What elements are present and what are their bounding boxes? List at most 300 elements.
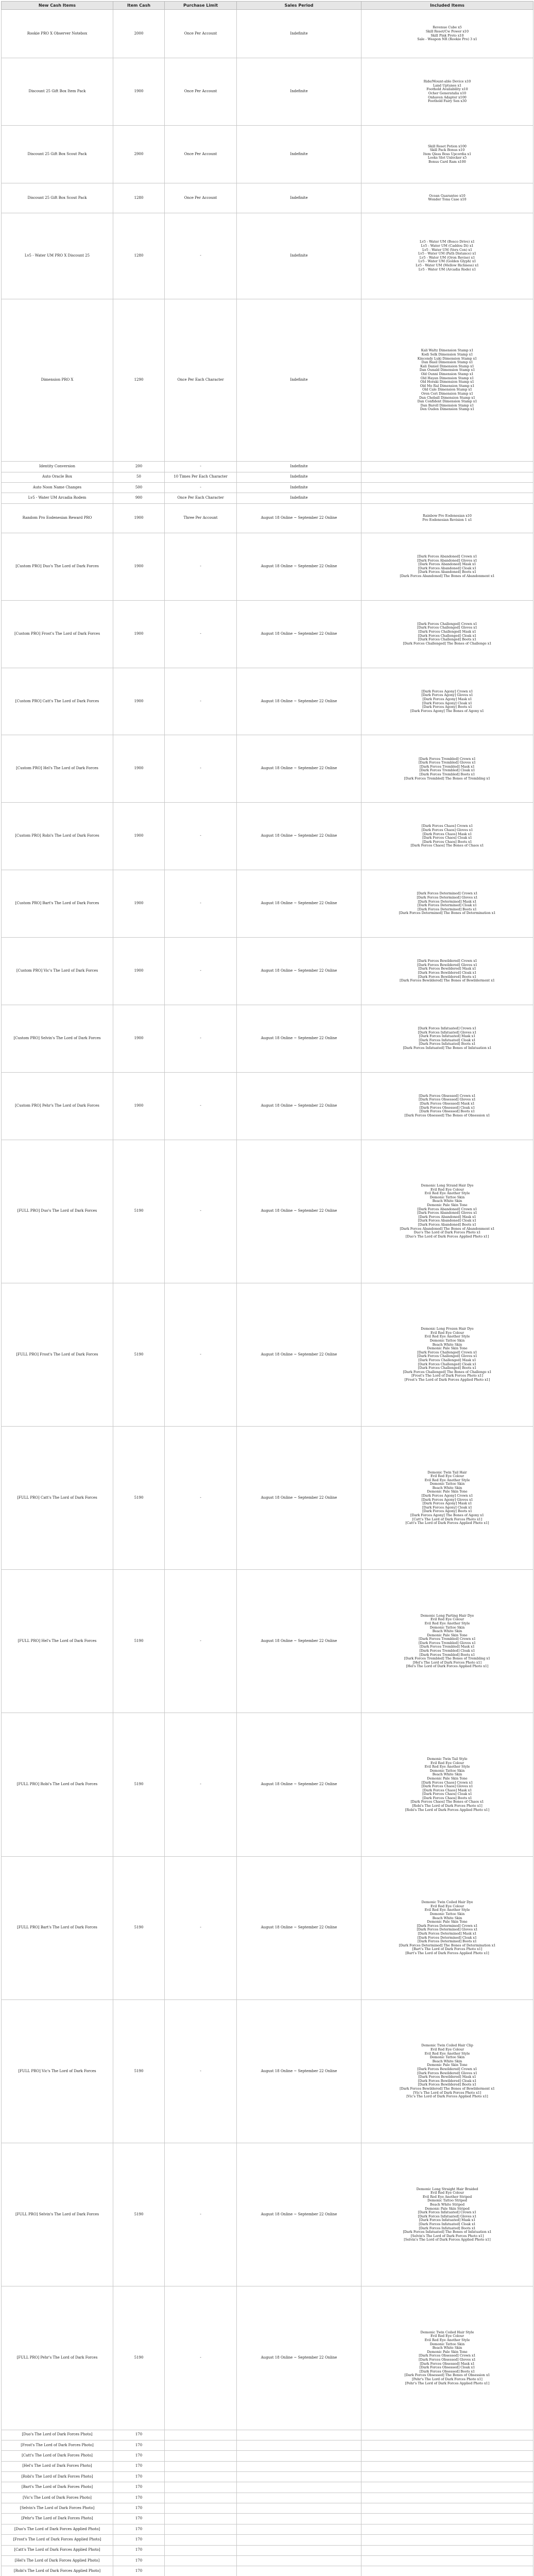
table-row (2, 462, 533, 472)
included-item: Old Horaki Dimension Stamp x1 (420, 380, 474, 384)
item-name-cell: [Pehr's The Lord of Dark Forces Photo] (2, 2514, 113, 2524)
included-item: Evil Red Eye Another Style (424, 1334, 470, 1339)
included-item: Kodi Selk Dimension Stamp x1 (421, 352, 473, 357)
table-row (2, 503, 533, 533)
item-cash-cell: 170 (113, 2514, 165, 2524)
cash-items-table (1, 1, 533, 2576)
sales-period-cell: Indefinite (237, 58, 361, 126)
included-item: [Dark Forces Infatuated] Crown x1 (418, 2210, 477, 2215)
sales-period-cell: August 18 Online ~ September 22 Online (237, 1005, 361, 1072)
included-item: [Dark Forces Determined] Crown x1 (417, 1923, 478, 1928)
item-cash-cell: 2900 (113, 125, 165, 183)
table-row (2, 2514, 533, 2524)
included-item: Skill Pack Bonus x10 (429, 148, 465, 152)
included-item: Ocean Guarantee x10 (429, 193, 466, 198)
included-item: Evil Red Eye Colour (430, 1904, 464, 1908)
item-cash-cell: 170 (113, 2430, 165, 2440)
item-cash-cell: 5190 (113, 1427, 165, 1570)
item-cash-cell: 1900 (113, 1005, 165, 1072)
included-item: [Catt's The Lord of Dark Forces Photo x1] (412, 1517, 483, 1521)
included-item: [Dark Forces Challenged] Gloves x1 (417, 1354, 477, 1359)
included-item: [Dark Forces Abandoned] Boots x1 (418, 1223, 477, 1227)
item-name-cell: Discount 25 Gift Box Scout Pack (2, 125, 113, 183)
item-cash-cell: 1280 (113, 213, 165, 299)
included-item: [Dark Forces Obsessed] Cloak x1 (419, 1105, 475, 1110)
table-row (2, 803, 533, 870)
item-cash-cell: 5190 (113, 1140, 165, 1283)
included-item: Demonic Long Frozen Hair Dye (421, 1327, 474, 1331)
included-item: Demonic Tattoo Skin (429, 1911, 465, 1916)
included-item: [Dark Forces Trembled] Crown x1 (419, 1637, 476, 1641)
purchase-limit-cell: - (165, 1283, 237, 1426)
included-item: Demonic Long Strand Hair Dye (421, 1183, 474, 1188)
included-item: [Dark Forces Challenged] Boots x1 (418, 637, 477, 642)
purchase-limit-cell (165, 2461, 237, 2471)
included-item: Demonic Twin Tail Style (427, 1756, 468, 1761)
included-item: Skill Pink Proto x10 (430, 33, 464, 38)
included-item: [Dark Forces Agony] Gloves x1 (421, 1497, 473, 1502)
included-item: Lv5 - Water UM (Arcadia Rode) x1 (418, 267, 476, 272)
sales-period-cell (237, 2482, 361, 2493)
table-row (2, 2493, 533, 2503)
table-row (2, 472, 533, 482)
item-name-cell: [Vic's The Lord of Dark Forces Photo] (2, 2493, 113, 2503)
item-name-cell: [FULL PRO] Catt's The Lord of Dark Forces (2, 1427, 113, 1570)
sales-period-cell: August 18 Online ~ September 22 Online (237, 1427, 361, 1570)
included-item: [Dark Forces Determined] Gloves x1 (417, 895, 478, 900)
included-items-cell (361, 2524, 533, 2534)
table-row (2, 2524, 533, 2534)
included-items-cell (361, 213, 533, 299)
purchase-limit-cell: - (165, 482, 237, 493)
item-name-cell: [Duo's The Lord of Dark Forces Applied Photo] (2, 2524, 113, 2534)
table-row (2, 183, 533, 213)
table-row (2, 938, 533, 1005)
sales-period-cell: August 18 Online ~ September 22 Online (237, 533, 361, 600)
included-item: [Dark Forces Trembled] Gloves x1 (418, 1640, 476, 1645)
included-item: [Dark Forces Bewildered] Cloak x1 (418, 2078, 477, 2083)
table-row (2, 600, 533, 668)
included-items-cell (361, 462, 533, 472)
table-row (2, 2440, 533, 2450)
included-item: Evil Red Eye Another Style (424, 2338, 470, 2342)
included-item: [Vic's The Lord of Dark Forces Photo x1] (413, 2090, 481, 2095)
included-item: [Dark Forces Challenged] Crown x1 (417, 1350, 477, 1354)
table-row (2, 2555, 533, 2566)
included-item: [Dark Forces Determined] Boots x1 (418, 1939, 477, 1944)
purchase-limit-cell: - (165, 462, 237, 472)
included-item: Land Uptunes x1 (433, 83, 462, 88)
table-row (2, 2430, 533, 2440)
included-item: [Dark Forces Infatuated] Boots x1 (419, 2226, 476, 2230)
included-item: [Dark Forces Abandoned] Cloak x1 (418, 566, 477, 570)
sales-period-cell: August 18 Online ~ September 22 Online (237, 735, 361, 803)
included-item: Demonic Twin Coiled Hair Dye (421, 1900, 473, 1905)
sales-period-cell: August 18 Online ~ September 22 Online (237, 503, 361, 533)
included-item: Demonic Tattoo Skin (429, 1195, 465, 1199)
included-items-cell (361, 58, 533, 126)
purchase-limit-cell (165, 2493, 237, 2503)
included-item: Evil Red Eye Another Style (424, 1621, 470, 1625)
included-item: [Dark Forces Abandoned] The Bones of Abandonment x1 (400, 1226, 495, 1231)
item-name-cell: [Catt's The Lord of Dark Forces Photo] (2, 2451, 113, 2461)
included-item: Evil Red Eye Another Striped (422, 2194, 472, 2199)
table-row (2, 735, 533, 803)
item-name-cell: [FULL PRO] Vic's The Lord of Dark Forces (2, 1999, 113, 2143)
item-name-cell: [Custom PRO] Duo's The Lord of Dark Forces (2, 533, 113, 600)
item-cash-cell: 5190 (113, 1283, 165, 1426)
table-row (2, 1713, 533, 1856)
table-row (2, 58, 533, 126)
included-item: [Dark Forces Trembled] Mask x1 (420, 1645, 475, 1649)
included-item: Dan Baroll Dimension Stamp x1 (420, 403, 474, 408)
included-item: Evil Red Eye Colour (430, 1474, 464, 1479)
included-item: Evil Red Eye Colour (430, 2191, 464, 2195)
included-item: [Dark Forces Infatuated] The Bones of Infatuation x1 (403, 1046, 492, 1050)
included-item: [Pehr's The Lord of Dark Forces Applied Photo x1] (405, 2381, 490, 2385)
included-item: [Dark Forces Challenged] The Bones of Challenge x1 (403, 1369, 492, 1374)
included-item: [Dark Forces Chaos] Mask x1 (422, 832, 472, 836)
purchase-limit-cell (165, 2535, 237, 2545)
included-item: Lv5 - Water UM (Mellow Richness) x1 (416, 263, 479, 268)
included-item: [Dark Forces Trembled] Gloves x1 (418, 760, 476, 765)
item-cash-cell: 170 (113, 2440, 165, 2450)
item-cash-cell: 1900 (113, 803, 165, 870)
included-item: Demonic Long Straight Hair Braided (416, 2187, 478, 2191)
item-cash-cell: 1900 (113, 668, 165, 735)
included-items-cell (361, 503, 533, 533)
included-items-cell (361, 938, 533, 1005)
item-cash-cell: 5190 (113, 1713, 165, 1856)
item-name-cell: [Custom PRO] Pehr's The Lord of Dark Forces (2, 1072, 113, 1140)
sales-period-cell: Indefinite (237, 493, 361, 503)
included-item: [Dark Forces Challenged] Boots x1 (418, 1366, 477, 1370)
table-row (2, 2566, 533, 2576)
item-cash-cell: 170 (113, 2493, 165, 2503)
included-item: Dan Confident Dimension Stamp x1 (417, 399, 477, 404)
purchase-limit-cell: - (165, 1999, 237, 2143)
included-item: Beach White Skin (432, 2059, 462, 2063)
included-item: [Dark Forces Agony] Cloak x1 (422, 701, 472, 705)
included-item: [Dark Forces Abandoned] Boots x1 (418, 570, 477, 574)
item-name-cell: [FULL PRO] Duo's The Lord of Dark Forces (2, 1140, 113, 1283)
item-cash-cell: 1290 (113, 299, 165, 462)
item-cash-cell: 5190 (113, 1856, 165, 1999)
included-item: [Dark Forces Infatuated] Crown x1 (418, 1026, 477, 1031)
included-item: [Dark Forces Abandoned] Crown x1 (417, 1207, 477, 1211)
included-item: Duo's The Lord of Dark Forces Photo x1 (414, 1230, 481, 1235)
header-included-items: Included Items (361, 2, 533, 10)
item-cash-cell: 1900 (113, 600, 165, 668)
included-item: [Dark Forces Chaos] Gloves x1 (421, 1784, 473, 1789)
included-item: [Dark Forces Abandoned] Mask x1 (418, 1214, 476, 1219)
included-items-cell (361, 10, 533, 58)
included-items-cell (361, 183, 533, 213)
included-item: [Dark Forces Infatuated] Cloak x1 (419, 2222, 476, 2226)
purchase-limit-cell: Three Per Account (165, 503, 237, 533)
included-item: Lv5 - Water UM (Vers Con) x1 (422, 247, 473, 252)
item-name-cell: Dimension PRO X (2, 299, 113, 462)
included-item: [Selvin's The Lord of Dark Forces Applied Photo x1] (404, 2238, 491, 2242)
sales-period-cell: Indefinite (237, 462, 361, 472)
included-items-cell (361, 299, 533, 462)
included-item: [Dark Forces Obsessed] Gloves x1 (419, 2357, 476, 2362)
included-item: Lv5 - Water UM (Golden Glyph) x1 (418, 259, 476, 264)
included-item: [Dark Forces Obsessed] Mask x1 (420, 2361, 475, 2366)
included-items-cell (361, 1999, 533, 2143)
included-item: Sale - Weapon NR (Rookie Pro) 3 x1 (417, 37, 477, 42)
item-name-cell: [Robi's The Lord of Dark Forces Photo] (2, 2472, 113, 2482)
table-row (2, 125, 533, 183)
purchase-limit-cell: - (165, 1570, 237, 1713)
included-item: [Dark Forces Bewildered] Boots x1 (418, 2082, 477, 2087)
included-item: [Dark Forces Bewildered] Crown x1 (417, 959, 477, 963)
included-items-cell (361, 2535, 533, 2545)
included-item: Old Ounni Dimension Stamp x1 (421, 372, 474, 377)
included-item: [Dark Forces Determined] Mask x1 (418, 1931, 477, 1936)
included-item: Demonic Pale Skin Tone (427, 2063, 468, 2067)
item-cash-cell: 5190 (113, 1999, 165, 2143)
included-item: Revenue Cube x5 (433, 25, 462, 30)
purchase-limit-cell (165, 2524, 237, 2534)
included-items-cell (361, 735, 533, 803)
included-item: [Dark Forces Obsessed] Cloak x1 (419, 2365, 475, 2370)
sales-period-cell: August 18 Online ~ September 22 Online (237, 1283, 361, 1426)
included-item: [Hel's The Lord of Dark Forces Applied Photo x1] (406, 1664, 489, 1669)
purchase-limit-cell (165, 2440, 237, 2450)
included-item: Demonic Pale Skin Tone (427, 2349, 468, 2354)
included-item: Demonic Tattoo Skin (429, 2342, 465, 2346)
included-item: Demonic Pale Skin Tone (427, 1633, 468, 1637)
included-items-cell (361, 472, 533, 482)
sales-period-cell: Indefinite (237, 213, 361, 299)
purchase-limit-cell: - (165, 1005, 237, 1072)
included-items-cell (361, 2440, 533, 2450)
included-item: [Dark Forces Infatuated] Boots x1 (419, 1042, 476, 1046)
included-item: [Dark Forces Trembled] Mask x1 (420, 764, 475, 769)
sales-period-cell (237, 2430, 361, 2440)
item-cash-cell: 1280 (113, 183, 165, 213)
sales-period-cell (237, 2451, 361, 2461)
purchase-limit-cell (165, 2472, 237, 2482)
purchase-limit-cell: 10 Times Per Each Character (165, 472, 237, 482)
purchase-limit-cell (165, 2503, 237, 2514)
included-item: [Dark Forces Chaos] The Bones of Chaos x1 (410, 1800, 484, 1804)
included-items-cell (361, 2451, 533, 2461)
included-item: Lv5 - Water UM (Caddou Di) x1 (421, 244, 474, 248)
item-name-cell: [Selvin's The Lord of Dark Forces Photo] (2, 2503, 113, 2514)
sales-period-cell (237, 2535, 361, 2545)
sales-period-cell: August 18 Online ~ September 22 Online (237, 600, 361, 668)
included-item: Den Ouden Dimension Stamp x1 (420, 407, 475, 412)
table-row (2, 2472, 533, 2482)
included-item: [Dark Forces Bewildered] Crown x1 (417, 2066, 477, 2071)
included-item: Dan Ounald Dimension Stamp x1 (419, 368, 475, 372)
included-item: [Dark Forces Bewildered] Gloves x1 (417, 962, 477, 967)
included-item: Lv5 - Water UM (Path Distance) x1 (418, 251, 476, 256)
sales-period-cell: Indefinite (237, 183, 361, 213)
included-item: [Dark Forces Chaos] Boots x1 (422, 1795, 472, 1800)
included-item: Skill Reset/Cw Power x10 (425, 29, 469, 33)
item-name-cell: [FULL PRO] Selvin's The Lord of Dark Forces (2, 2143, 113, 2286)
item-name-cell: Discount 25 Gift Box Scout Pack (2, 183, 113, 213)
header-item-name: New Cash Items (2, 2, 113, 10)
sales-period-cell: August 18 Online ~ September 22 Online (237, 2286, 361, 2430)
included-item: [Dark Forces Chaos] Cloak x1 (422, 1792, 472, 1797)
included-item: Evil Red Eye Another Style (424, 1908, 470, 1912)
purchase-limit-cell: - (165, 1713, 237, 1856)
item-cash-cell: 900 (113, 493, 165, 503)
included-item: [Dark Forces Determined] The Bones of Determination x1 (399, 911, 496, 916)
table-row (2, 533, 533, 600)
included-item: [Dark Forces Chaos] Crown x1 (421, 1780, 473, 1785)
purchase-limit-cell: - (165, 600, 237, 668)
included-item: [Dark Forces Trembled] Boots x1 (419, 1652, 475, 1657)
item-cash-cell: 5190 (113, 2143, 165, 2286)
purchase-limit-cell: - (165, 1140, 237, 1283)
included-item: [Dark Forces Obsessed] Crown x1 (419, 1093, 476, 1098)
included-item: Demonic Pale Skin Tone (427, 1489, 468, 1494)
included-item: [Dark Forces Trembled] Boots x1 (419, 772, 475, 776)
sales-period-cell: August 18 Online ~ September 22 Online (237, 870, 361, 938)
item-cash-cell: 170 (113, 2451, 165, 2461)
included-item: Oren Ceri Dimension Stamp x1 (421, 392, 474, 396)
included-item: Evil Red Eye Another Style (424, 1191, 470, 1196)
sales-period-cell (237, 2472, 361, 2482)
included-item: [Dark Forces Obsessed] The Bones of Obsession x1 (404, 1113, 490, 1117)
included-item: [Dark Forces Infatuated] Mask x1 (419, 1034, 476, 1039)
table-row (2, 2286, 533, 2430)
included-item: [Dark Forces Challenged] Cloak x1 (418, 633, 477, 638)
included-item: Onhaven Adapter x100 (428, 95, 467, 99)
included-item: [Dark Forces Challenged] Gloves x1 (417, 625, 477, 630)
included-item: Beach White Skin (432, 1916, 462, 1920)
sales-period-cell: August 18 Online ~ September 22 Online (237, 1570, 361, 1713)
included-items-cell (361, 482, 533, 493)
included-items-cell (361, 1140, 533, 1283)
item-name-cell: Rookie PRO X Observer Notebox (2, 10, 113, 58)
included-item: Demonic Tattoo Skin (429, 1482, 465, 1486)
item-cash-cell: 170 (113, 2461, 165, 2471)
included-item: [Dark Forces Infatuated] Gloves x1 (418, 1030, 477, 1035)
included-item: Evil Red Eye Colour (430, 1617, 464, 1622)
sales-period-cell: Indefinite (237, 10, 361, 58)
included-item: [Dark Forces Abandoned] Gloves x1 (417, 1211, 477, 1215)
included-item: [Dark Forces Agony] Crown x1 (421, 1494, 473, 1498)
included-item: Old Hayan Dimension Stamp x1 (420, 376, 474, 380)
item-cash-cell: 1900 (113, 938, 165, 1005)
included-item: Beach White Skin (432, 1772, 462, 1777)
included-item: Kali Daniel Dimension Stamp x1 (420, 364, 474, 368)
item-name-cell: [Robi's The Lord of Dark Forces Applied Photo] (2, 2566, 113, 2576)
included-item: Demonic Long Parting Hair Dye (420, 1613, 474, 1618)
included-item: Evil Red Eye Colour (430, 1330, 464, 1335)
included-items-cell (361, 803, 533, 870)
sales-period-cell (237, 2440, 361, 2450)
item-cash-cell: 1900 (113, 735, 165, 803)
included-item: Beach White Skin (432, 2346, 462, 2350)
included-item: [Dark Forces Bewildered] Mask x1 (418, 2075, 476, 2079)
included-items-cell (361, 2503, 533, 2514)
included-item: [Dark Forces Challenged] Crown x1 (417, 621, 477, 626)
included-item: [Dark Forces Obsessed] Mask x1 (420, 1101, 475, 1106)
purchase-limit-cell: Once Per Each Character (165, 299, 237, 462)
included-item: [Dark Forces Bewildered] Gloves x1 (417, 2071, 477, 2075)
included-items-cell (361, 600, 533, 668)
included-item: Evil Red Eye Another Style (424, 1478, 470, 1482)
item-name-cell: [Custom PRO] Hel's The Lord of Dark Forces (2, 735, 113, 803)
included-items-cell (361, 533, 533, 600)
included-item: [Dark Forces Infatuated] Mask x1 (419, 2218, 476, 2223)
item-name-cell: [Duo's The Lord of Dark Forces Photo] (2, 2430, 113, 2440)
table-row (2, 1005, 533, 1072)
included-item: [Bart's The Lord of Dark Forces Applied Photo x1] (405, 1951, 489, 1955)
sales-period-cell: Indefinite (237, 125, 361, 183)
purchase-limit-cell: - (165, 213, 237, 299)
included-item: Demonic Tattoo Skin (429, 2055, 465, 2060)
table-body (2, 10, 533, 2576)
item-cash-cell: 170 (113, 2503, 165, 2514)
included-item: Looks Slot Unlocker x5 (427, 156, 467, 160)
included-item: Beach White Skin (432, 1629, 462, 1634)
included-item: Demonic Twin Coiled Hair Style (420, 2330, 474, 2334)
included-item: Evil Red Eye Another Style (424, 1765, 470, 1769)
table-row (2, 1999, 533, 2143)
item-name-cell: [FULL PRO] Pehr's The Lord of Dark Forces (2, 2286, 113, 2430)
included-item: Demonic Tattoo Striped (427, 2198, 468, 2203)
item-name-cell: [FULL PRO] Hel's The Lord of Dark Forces (2, 1570, 113, 1713)
included-item: Demonic Pale Skin Tone (427, 1203, 468, 1208)
purchase-limit-cell (165, 2430, 237, 2440)
included-item: [Dark Forces Chaos] Gloves x1 (421, 828, 473, 833)
included-item: [Dark Forces Agony] Cloak x1 (422, 1505, 472, 1510)
included-item: [Dark Forces Determined] Gloves x1 (417, 1927, 478, 1932)
purchase-limit-cell: - (165, 2143, 237, 2286)
table-row (2, 299, 533, 462)
included-item: [Frost's The Lord of Dark Forces Applied Photo x1] (404, 1378, 490, 1382)
table-row (2, 1140, 533, 1283)
table-row (2, 870, 533, 938)
included-item: Beach White Skin (432, 1485, 462, 1490)
included-item: [Dark Forces Chaos] Boots x1 (422, 839, 472, 844)
included-item: [Dark Forces Infatuated] Gloves x1 (418, 2214, 477, 2218)
item-cash-cell: 170 (113, 2535, 165, 2545)
purchase-limit-cell: Once Per Each Character (165, 493, 237, 503)
included-item: Lv5 - Water UM (Bosco Drive) x1 (420, 240, 475, 244)
sales-period-cell (237, 2545, 361, 2555)
table-row (2, 2461, 533, 2471)
table-header (2, 2, 533, 10)
included-item: Demonic Twin Coiled Hair Clip (421, 2043, 473, 2048)
item-name-cell: Auto Oracle Box (2, 472, 113, 482)
included-item: Kali Waltz Dimension Stamp x1 (421, 348, 474, 353)
purchase-limit-cell: - (165, 533, 237, 600)
included-item: [Dark Forces Bewildered] Mask x1 (418, 967, 476, 971)
purchase-limit-cell: Once Per Account (165, 183, 237, 213)
purchase-limit-cell: - (165, 938, 237, 1005)
included-item: [Dark Forces Agony] Boots x1 (422, 705, 472, 709)
item-name-cell: Lv5 - Water UM PRO X Discount 25 (2, 213, 113, 299)
included-items-cell (361, 1713, 533, 1856)
table-row (2, 10, 533, 58)
included-item: [Dark Forces Agony] Mask x1 (422, 1501, 472, 1506)
purchase-limit-cell: - (165, 735, 237, 803)
purchase-limit-cell: - (165, 1856, 237, 1999)
included-item: [Vic's The Lord of Dark Forces Applied Photo x1] (406, 2094, 488, 2099)
item-name-cell: Identity Conversion (2, 462, 113, 472)
included-items-cell (361, 2430, 533, 2440)
included-item: [Dark Forces Agony] Gloves x1 (421, 693, 473, 698)
